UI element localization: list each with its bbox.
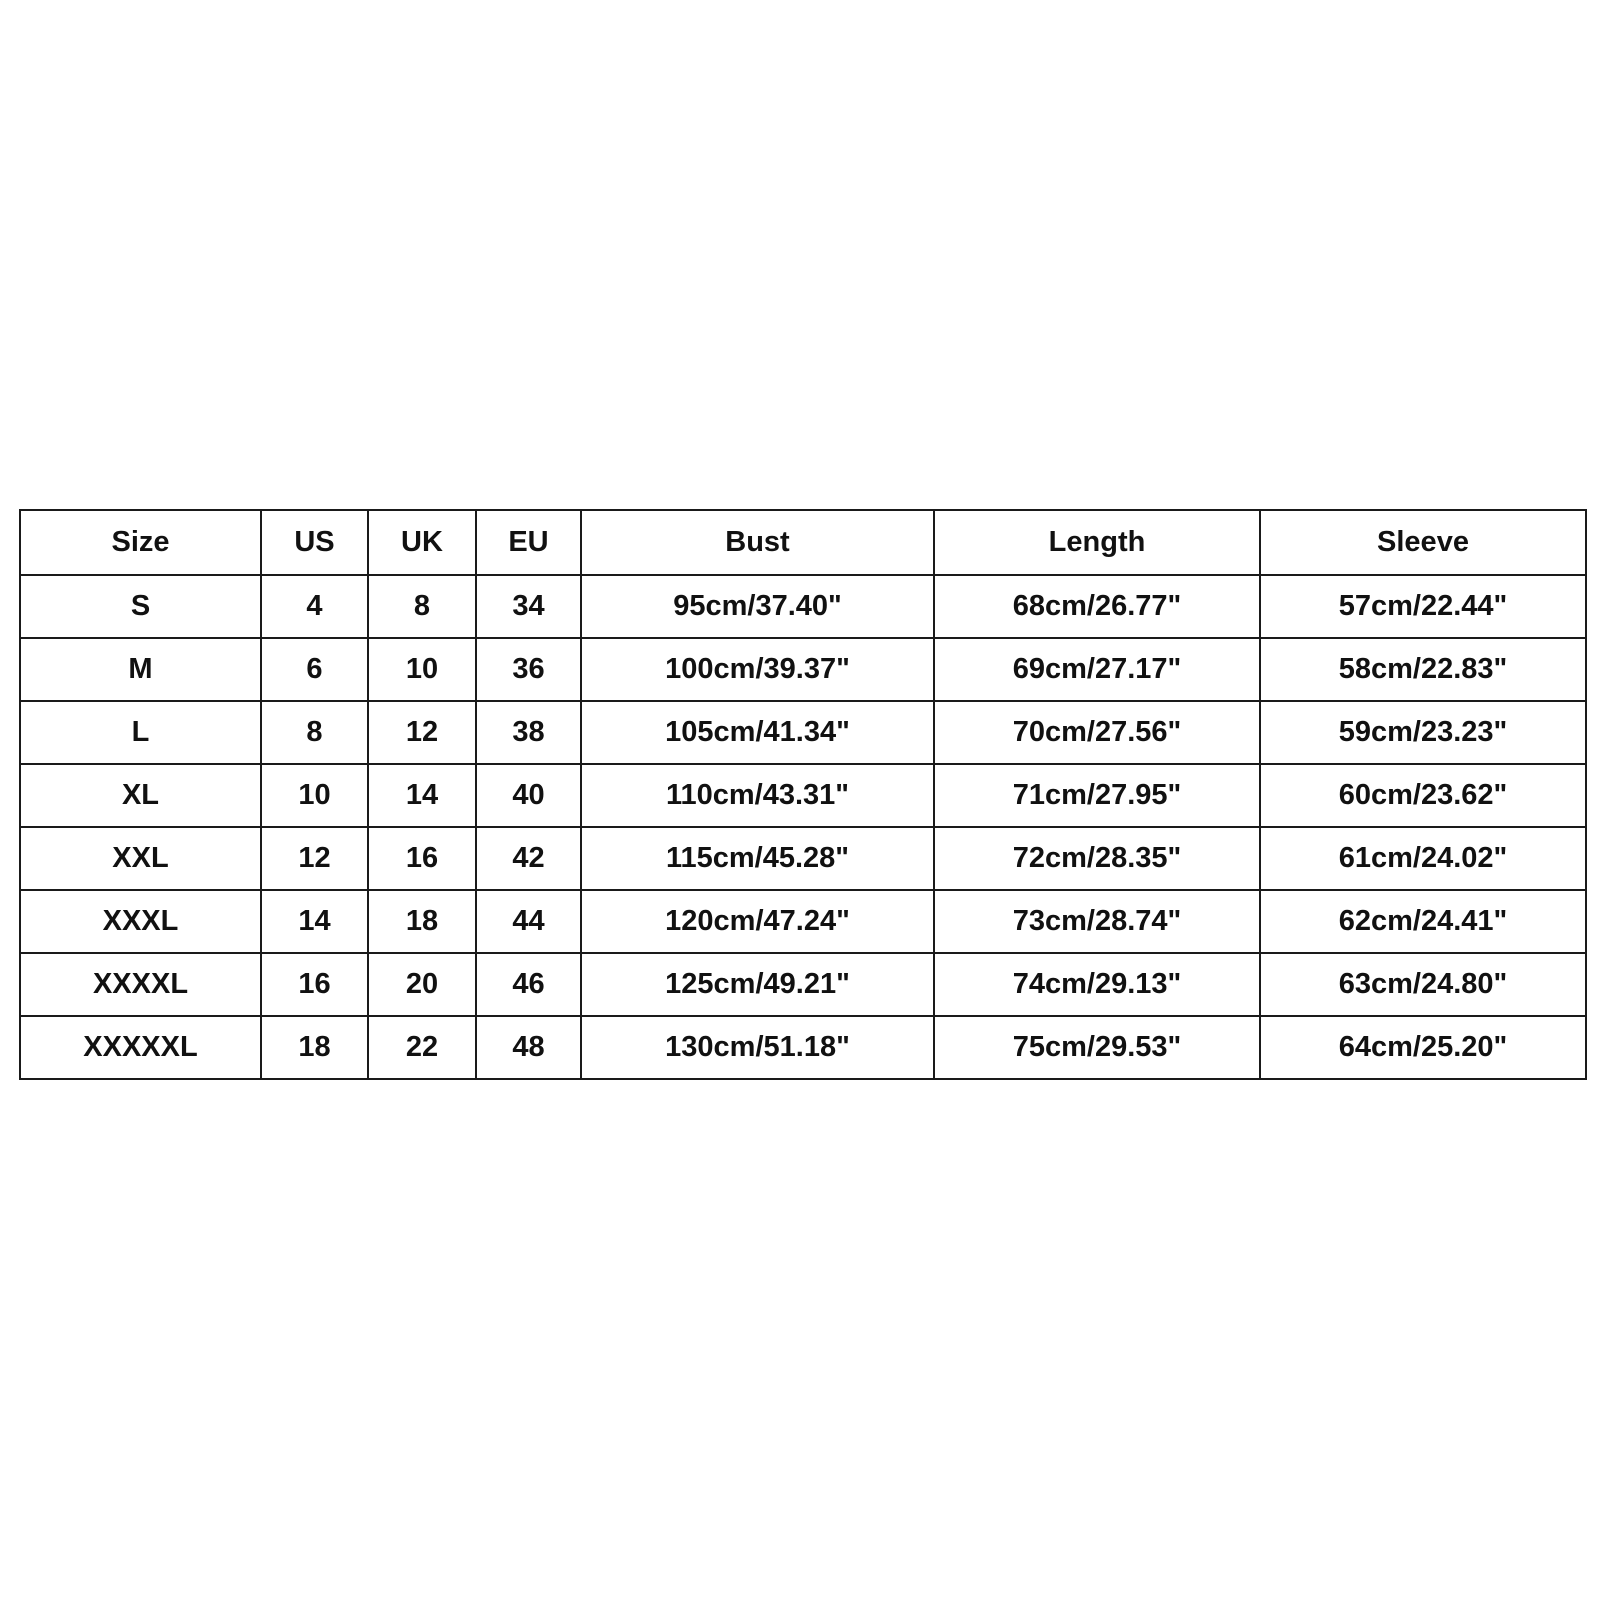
size-chart-table: [19, 509, 1587, 1080]
cell-uk: 18: [368, 890, 476, 953]
cell-size: S: [20, 575, 261, 638]
header-bust: Bust: [581, 510, 934, 575]
table-row: [20, 701, 1586, 764]
table-row: [20, 827, 1586, 890]
header-eu: EU: [476, 510, 581, 575]
cell-eu: 38: [476, 701, 581, 764]
header-size: Size: [20, 510, 261, 575]
cell-uk: 14: [368, 764, 476, 827]
cell-us: 16: [261, 953, 368, 1016]
cell-sleeve: 57cm/22.44": [1260, 575, 1586, 638]
header-sleeve: Sleeve: [1260, 510, 1586, 575]
cell-size: XXL: [20, 827, 261, 890]
header-us: US: [261, 510, 368, 575]
cell-sleeve: 63cm/24.80": [1260, 953, 1586, 1016]
cell-us: 18: [261, 1016, 368, 1079]
cell-eu: 36: [476, 638, 581, 701]
cell-us: 4: [261, 575, 368, 638]
cell-us: 12: [261, 827, 368, 890]
table-row: [20, 890, 1586, 953]
cell-sleeve: 58cm/22.83": [1260, 638, 1586, 701]
cell-uk: 22: [368, 1016, 476, 1079]
cell-eu: 46: [476, 953, 581, 1016]
cell-eu: 48: [476, 1016, 581, 1079]
cell-uk: 8: [368, 575, 476, 638]
cell-sleeve: 64cm/25.20": [1260, 1016, 1586, 1079]
cell-length: 70cm/27.56": [934, 701, 1260, 764]
cell-bust: 120cm/47.24": [581, 890, 934, 953]
cell-bust: 95cm/37.40": [581, 575, 934, 638]
cell-us: 10: [261, 764, 368, 827]
cell-us: 6: [261, 638, 368, 701]
cell-sleeve: 60cm/23.62": [1260, 764, 1586, 827]
cell-size: M: [20, 638, 261, 701]
table-row: [20, 764, 1586, 827]
cell-us: 8: [261, 701, 368, 764]
cell-eu: 42: [476, 827, 581, 890]
cell-sleeve: 59cm/23.23": [1260, 701, 1586, 764]
header-length: Length: [934, 510, 1260, 575]
cell-size: L: [20, 701, 261, 764]
cell-length: 72cm/28.35": [934, 827, 1260, 890]
cell-sleeve: 61cm/24.02": [1260, 827, 1586, 890]
table-row: [20, 1016, 1586, 1079]
cell-bust: 130cm/51.18": [581, 1016, 934, 1079]
cell-bust: 115cm/45.28": [581, 827, 934, 890]
cell-sleeve: 62cm/24.41": [1260, 890, 1586, 953]
table-row: [20, 953, 1586, 1016]
cell-uk: 16: [368, 827, 476, 890]
cell-uk: 20: [368, 953, 476, 1016]
header-uk: UK: [368, 510, 476, 575]
cell-bust: 125cm/49.21": [581, 953, 934, 1016]
cell-eu: 40: [476, 764, 581, 827]
cell-bust: 105cm/41.34": [581, 701, 934, 764]
cell-bust: 110cm/43.31": [581, 764, 934, 827]
cell-size: XXXXL: [20, 953, 261, 1016]
cell-length: 75cm/29.53": [934, 1016, 1260, 1079]
cell-uk: 12: [368, 701, 476, 764]
cell-size: XL: [20, 764, 261, 827]
cell-length: 73cm/28.74": [934, 890, 1260, 953]
cell-bust: 100cm/39.37": [581, 638, 934, 701]
table-row: [20, 638, 1586, 701]
cell-length: 71cm/27.95": [934, 764, 1260, 827]
header-row: [20, 510, 1586, 575]
cell-length: 69cm/27.17": [934, 638, 1260, 701]
cell-uk: 10: [368, 638, 476, 701]
table-row: [20, 575, 1586, 638]
cell-eu: 44: [476, 890, 581, 953]
cell-size: XXXXXL: [20, 1016, 261, 1079]
cell-length: 74cm/29.13": [934, 953, 1260, 1016]
cell-length: 68cm/26.77": [934, 575, 1260, 638]
cell-size: XXXL: [20, 890, 261, 953]
cell-us: 14: [261, 890, 368, 953]
cell-eu: 34: [476, 575, 581, 638]
